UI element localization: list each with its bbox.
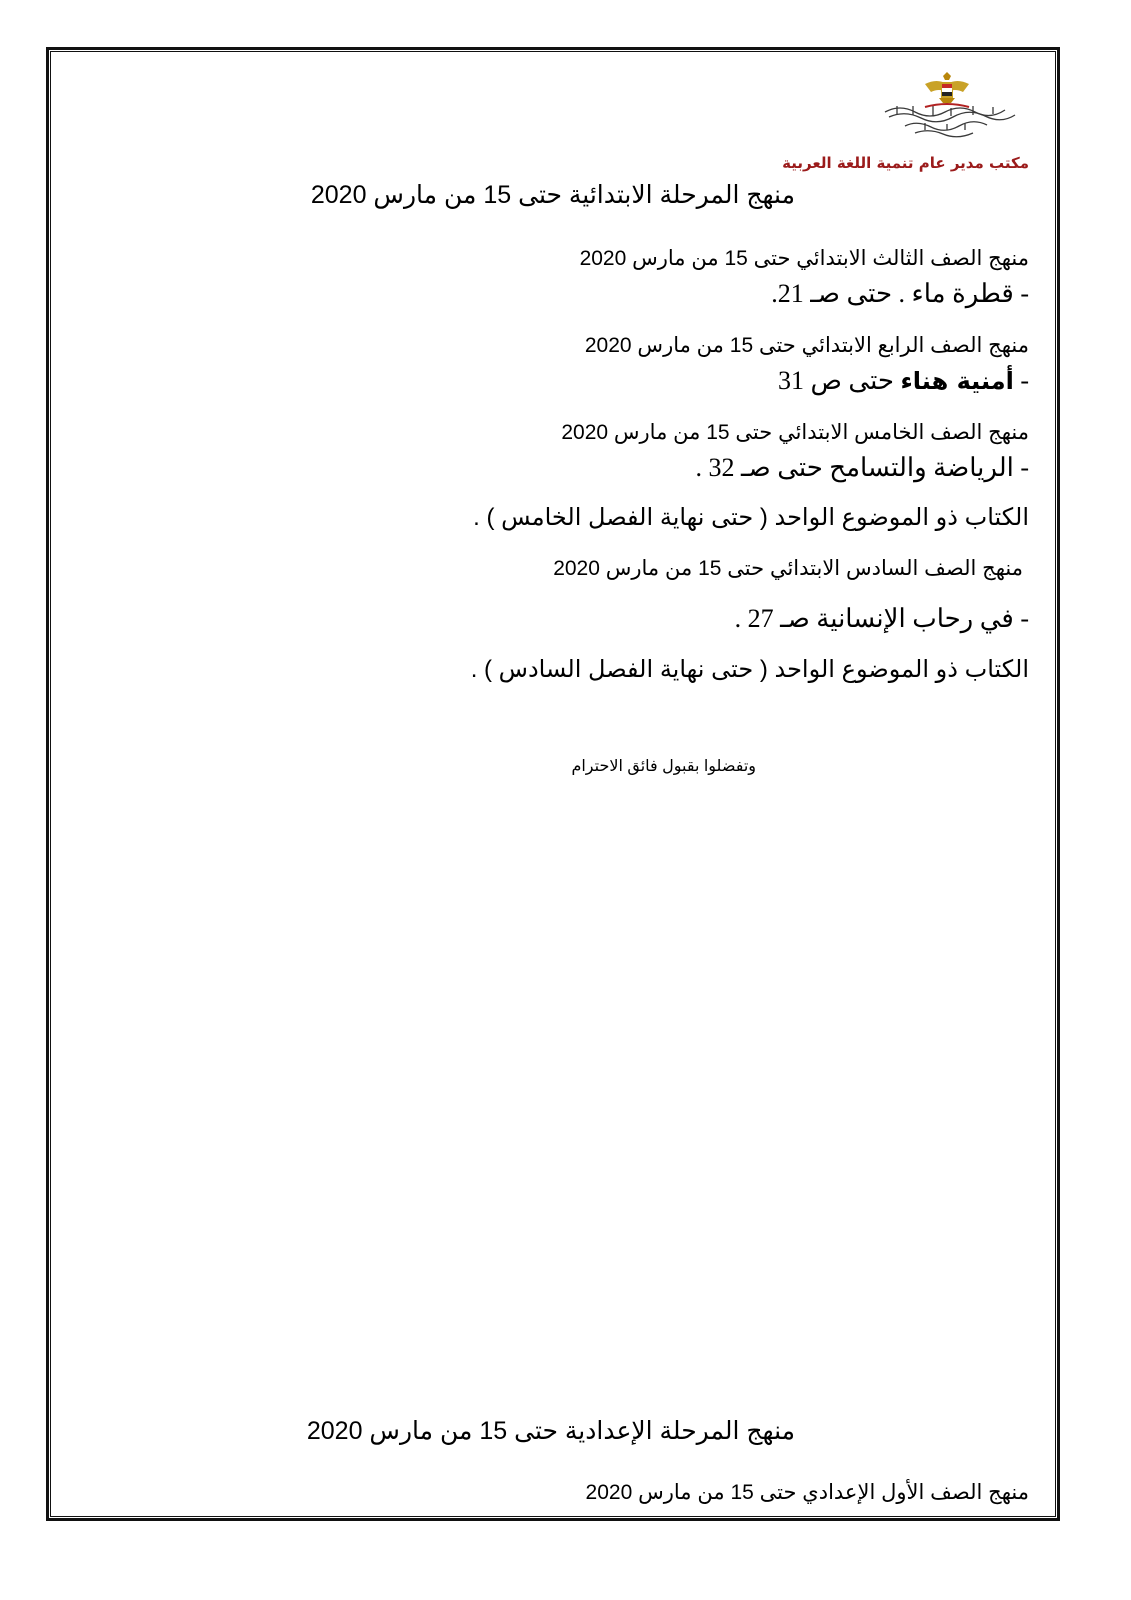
grade6-lesson: - في رحاب الإنسانية صـ 27 . — [734, 604, 1029, 633]
grade4-lesson-suffix: حتى ص 31 — [777, 366, 901, 395]
eagle-emblem-icon — [925, 72, 969, 103]
grade5-heading: منهج الصف الخامس الابتدائي حتى 15 من مارس 2020 — [561, 421, 1029, 444]
grade4-heading: منهج الصف الرابع الابتدائي حتى 15 من مارس 2020 — [584, 334, 1029, 357]
office-name: مكتب مدير عام تنمية اللغة العربية — [782, 154, 1029, 172]
grade3-lesson: - قطرة ماء . حتى صـ 21. — [771, 279, 1029, 308]
ministry-logo — [855, 70, 1035, 160]
closing-line: وتفضلوا بقبول فائق الاحترام — [571, 758, 756, 775]
grade6-book: الكتاب ذو الموضوع الواحد ( حتى نهاية الفصل السادس ) . — [470, 656, 1029, 683]
prep-grade1-heading: منهج الصف الأول الإعدادي حتى 15 من مارس 2020 — [585, 1481, 1029, 1504]
preparatory-stage-title: منهج المرحلة الإعدادية حتى 15 من مارس 2020 — [306, 1417, 795, 1445]
grade4-lesson-title: أمنية هناء — [900, 367, 1014, 395]
grade6-heading: منهج الصف السادس الابتدائي حتى 15 من مارس 2020 — [553, 557, 1023, 580]
grade4-lesson — [778, 366, 1029, 396]
grade5-book: الكتاب ذو الموضوع الواحد ( حتى نهاية الفصل الخامس ) . — [473, 504, 1029, 531]
primary-stage-title: منهج المرحلة الابتدائية حتى 15 من مارس 2020 — [310, 181, 795, 209]
grade3-heading: منهج الصف الثالث الابتدائي حتى 15 من مارس 2020 — [579, 247, 1029, 270]
grade4-lesson-prefix: - — [1013, 366, 1029, 395]
grade5-lesson: - الرياضة والتسامح حتى صـ 32 . — [695, 453, 1029, 482]
